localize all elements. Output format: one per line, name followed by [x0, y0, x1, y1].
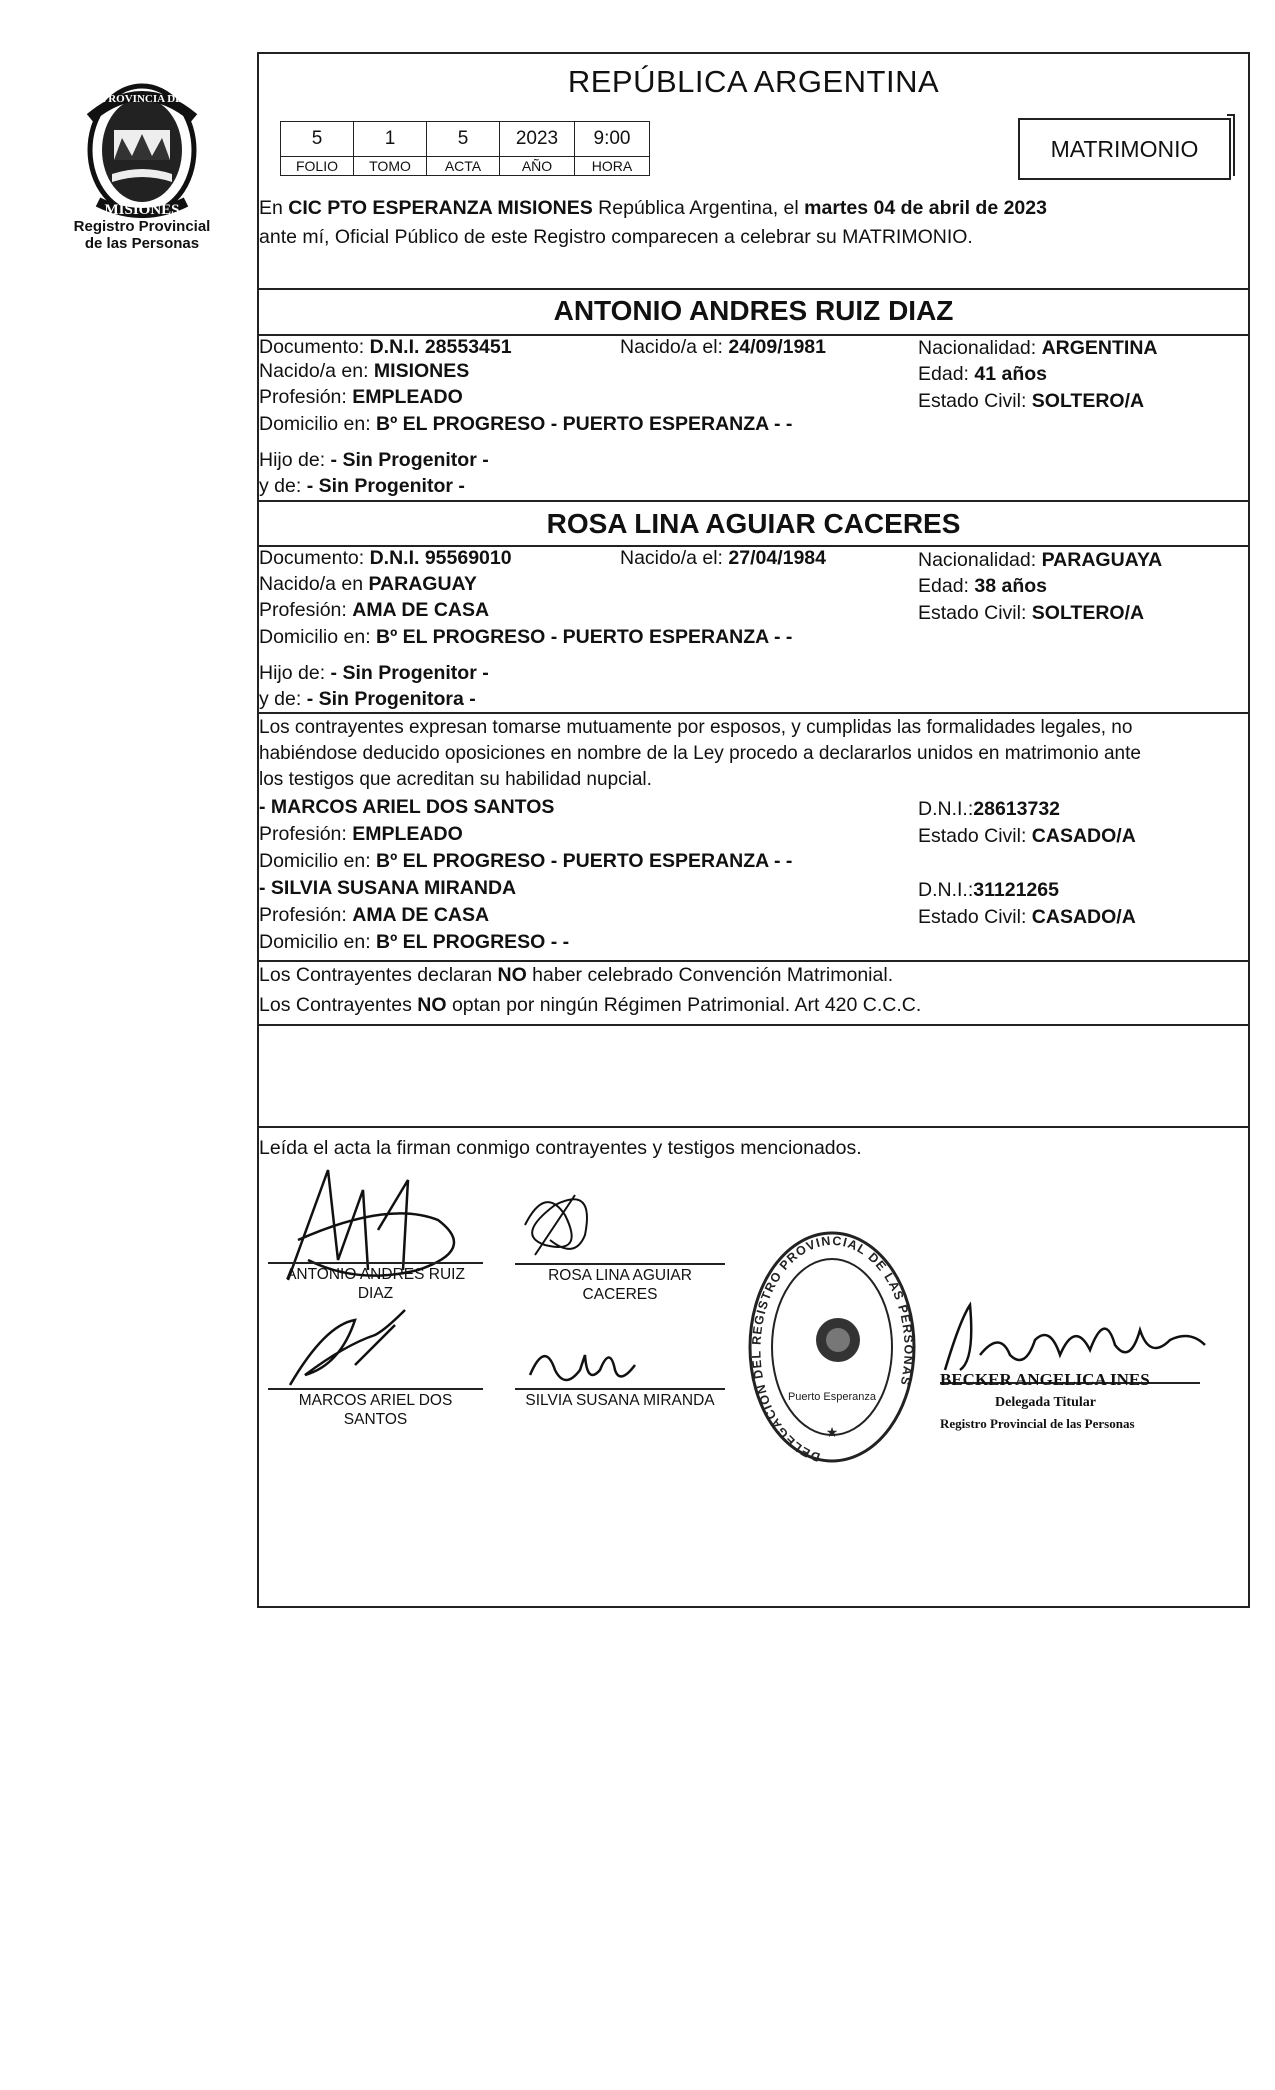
official-stamp — [745, 1225, 920, 1470]
label-line: CACERES — [582, 1286, 658, 1303]
stamp-ring-text: DELEGACION DEL REGISTRO PROVINCIAL DE LAS PERSONAS — [749, 1233, 916, 1465]
signature-line — [515, 1388, 725, 1390]
spouse2-nationality — [918, 547, 1162, 574]
label: Edad: — [918, 363, 969, 385]
label: y de: — [259, 475, 302, 497]
convention-statement — [259, 962, 893, 989]
hora-value: 9:00 — [575, 122, 650, 157]
closing-text: Leída el acta la firman conmigo contrayentes y testigos mencionados. — [259, 1137, 862, 1159]
spouse1-name: ANTONIO ANDRES RUIZ DIAZ — [553, 295, 954, 326]
registry-name-line2: de las Personas — [84, 235, 200, 252]
spouse1-parent1-value: - Sin Progenitor - — [330, 449, 489, 471]
anio-value: 2023 — [500, 122, 575, 157]
witness1-civil-value: CASADO/A — [1031, 825, 1136, 847]
spouse2-parent2 — [259, 686, 476, 713]
spouse2-age-value: 38 años — [974, 575, 1048, 597]
spouse2-name: ROSA LINA AGUIAR CACERES — [546, 508, 961, 539]
divider — [257, 1126, 1250, 1128]
intro-prefix: En — [259, 197, 283, 219]
witness1-profession-value: EMPLEADO — [352, 823, 463, 845]
spouse2-birthdate-value: 27/04/1984 — [728, 547, 827, 569]
spouse1-profession — [259, 384, 463, 411]
spouse1-doc — [259, 334, 512, 361]
officer-organization: Registro Provincial de las Personas — [940, 1416, 1135, 1431]
spouse2-address — [259, 624, 792, 651]
spouse1-nationality — [918, 335, 1158, 362]
label-line: SILVIA SUSANA MIRANDA — [525, 1392, 715, 1409]
spouse1-civil-status — [918, 388, 1144, 415]
declaration-line2: habiéndose deducido oposiciones en nombre de la Ley procedo a declararlos unidos en matrimonio ante — [259, 743, 1141, 764]
witness2-name: - SILVIA SUSANA MIRANDA — [259, 877, 517, 899]
label: y de: — [259, 688, 302, 710]
intro-line2: ante mí, Oficial Público de este Registro comparecen a celebrar su MATRIMONIO. — [259, 226, 973, 248]
divider — [257, 1024, 1250, 1026]
witness2-dni-value: 31121265 — [973, 879, 1059, 901]
witness1-dni — [918, 796, 1060, 823]
label: Edad: — [918, 575, 969, 597]
witness1-name: - MARCOS ARIEL DOS SANTOS — [259, 796, 555, 818]
logo-text-bottom: MISIONES — [104, 202, 180, 218]
label: Nacido/a el: — [620, 336, 723, 358]
label: Domicilio en: — [259, 931, 371, 953]
country-title: REPÚBLICA ARGENTINA — [567, 64, 940, 99]
label: Hijo de: — [259, 662, 326, 684]
spouse1-nationality-value: ARGENTINA — [1041, 337, 1158, 359]
label: Estado Civil: — [918, 390, 1027, 412]
label: Nacionalidad: — [918, 549, 1037, 571]
label: D.N.I.: — [918, 879, 974, 901]
spouse1-age-value: 41 años — [974, 363, 1048, 385]
spouse2-birthplace — [259, 571, 477, 598]
label: Domicilio en: — [259, 850, 371, 872]
spouse2-parent2-value: - Sin Progenitora - — [306, 688, 476, 710]
label: Estado Civil: — [918, 825, 1027, 847]
witness2-civil-status — [918, 904, 1136, 931]
spouse2-nationality-value: PARAGUAYA — [1041, 549, 1163, 571]
regime-text: haber celebrado Convención Matrimonial. — [532, 964, 894, 986]
spouse1-profession-value: EMPLEADO — [352, 386, 463, 408]
intro-line1 — [259, 195, 1047, 222]
regime-text: Los Contrayentes declaran — [259, 964, 493, 986]
regime-negation: NO — [417, 994, 447, 1016]
label: Estado Civil: — [918, 602, 1027, 624]
signature-spouse2 — [515, 1185, 605, 1265]
declaration-line3: los testigos que acreditan su habilidad nupcial. — [259, 769, 652, 790]
spouse1-birthdate-value: 24/09/1981 — [728, 336, 827, 358]
folio-label: FOLIO — [281, 157, 354, 176]
spouse2-parent1 — [259, 660, 489, 687]
witness2-address-value: Bº EL PROGRESO - - — [376, 931, 570, 953]
regime-text: optan por ningún Régimen Patrimonial. Art 420 C.C.C. — [451, 994, 922, 1016]
spouse2-address-value: Bº EL PROGRESO - PUERTO ESPERANZA - - — [376, 626, 793, 648]
spouse2-parent1-value: - Sin Progenitor - — [330, 662, 489, 684]
label: Nacido/a en: — [259, 360, 369, 382]
witness1-civil-status — [918, 823, 1136, 850]
acta-label: ACTA — [427, 157, 500, 176]
witness1-address-value: Bº EL PROGRESO - PUERTO ESPERANZA - - — [376, 850, 793, 872]
label: Nacido/a en — [259, 573, 364, 595]
label: Documento: — [259, 336, 365, 358]
spouse1-parent2-value: - Sin Progenitor - — [306, 475, 465, 497]
signature-label-spouse2 — [515, 1266, 725, 1304]
regime-text: Los Contrayentes — [259, 994, 412, 1016]
registry-name-line1: Registro Provincial — [73, 218, 211, 235]
regime-negation: NO — [497, 964, 527, 986]
spouse1-address-value: Bº EL PROGRESO - PUERTO ESPERANZA - - — [376, 413, 793, 435]
spouse2-profession — [259, 597, 489, 624]
witness2-profession-value: AMA DE CASA — [352, 904, 490, 926]
label: Nacionalidad: — [918, 337, 1037, 359]
spouse1-address — [259, 411, 792, 438]
tomo-label: TOMO — [354, 157, 427, 176]
acta-value: 5 — [427, 122, 500, 157]
act-type-box — [1018, 118, 1231, 180]
signature-line — [268, 1262, 483, 1264]
spouse1-doc-value: D.N.I. 28553451 — [369, 336, 512, 358]
label-line: ROSA LINA AGUIAR — [548, 1267, 692, 1284]
regime-statement — [259, 992, 921, 1019]
registry-coat-of-arms — [62, 78, 222, 218]
witness2-address — [259, 929, 569, 956]
label-line: SANTOS — [343, 1411, 408, 1428]
spouse2-doc — [259, 545, 512, 572]
registry-name — [62, 218, 222, 252]
spouse2-age — [918, 573, 1047, 600]
label: Hijo de: — [259, 449, 326, 471]
hora-label: HORA — [575, 157, 650, 176]
label: Profesión: — [259, 386, 347, 408]
spouse2-civil-value: SOLTERO/A — [1031, 602, 1145, 624]
spouse1-birthplace — [259, 358, 469, 385]
spouse2-doc-value: D.N.I. 95569010 — [369, 547, 512, 569]
spouse1-civil-value: SOLTERO/A — [1031, 390, 1145, 412]
label-line: ANTONIO ANDRES RUIZ — [286, 1266, 465, 1283]
label: Profesión: — [259, 904, 347, 926]
witness2-profession — [259, 902, 489, 929]
signature-line — [268, 1388, 483, 1390]
officer-title: Delegada Titular — [995, 1395, 1096, 1410]
spouse1-age — [918, 361, 1047, 388]
label: Profesión: — [259, 823, 347, 845]
signature-label-witness2 — [515, 1391, 725, 1410]
act-type: MATRIMONIO — [1050, 135, 1199, 162]
label: Domicilio en: — [259, 413, 371, 435]
label: Estado Civil: — [918, 906, 1027, 928]
label: Domicilio en: — [259, 626, 371, 648]
stamp-center-text: Puerto Esperanza — [787, 1391, 877, 1403]
tomo-value: 1 — [354, 122, 427, 157]
label-line: MARCOS ARIEL DOS — [298, 1392, 453, 1409]
officer-name: BECKER ANGELICA INES — [940, 1370, 1150, 1389]
divider — [257, 288, 1250, 290]
label: Profesión: — [259, 599, 347, 621]
intro-date: martes 04 de abril de 2023 — [804, 197, 1047, 219]
label: D.N.I.: — [918, 798, 974, 820]
intro-middle: República Argentina, el — [598, 197, 799, 219]
record-meta-table — [280, 121, 650, 176]
spouse1-birthdate — [620, 334, 826, 361]
declaration-line1: Los contrayentes expresan tomarse mutuamente por esposos, y cumplidas las formalidades legales, no — [259, 717, 1133, 738]
signature-line — [515, 1263, 725, 1265]
label-line: DIAZ — [357, 1285, 394, 1302]
intro-place: CIC PTO ESPERANZA MISIONES — [288, 197, 593, 219]
witness1-dni-value: 28613732 — [973, 798, 1061, 820]
svg-text:★: ★ — [825, 1424, 839, 1440]
label: Nacido/a el: — [620, 547, 723, 569]
spouse2-civil-status — [918, 600, 1144, 627]
signature-witness1 — [285, 1305, 435, 1390]
spouse1-parent1 — [259, 447, 489, 474]
folio-value: 5 — [281, 122, 354, 157]
witness1-address — [259, 848, 792, 875]
witness2-dni — [918, 877, 1059, 904]
spouse1-birthplace-value: MISIONES — [373, 360, 470, 382]
signature-witness2 — [525, 1330, 645, 1390]
anio-label: AÑO — [500, 157, 575, 176]
divider — [257, 500, 1250, 502]
signature-label-spouse1 — [268, 1265, 483, 1303]
witness1-profession — [259, 821, 463, 848]
witness2-civil-value: CASADO/A — [1031, 906, 1136, 928]
spouse1-parent2 — [259, 473, 465, 500]
spouse2-profession-value: AMA DE CASA — [352, 599, 490, 621]
spouse2-birthdate — [620, 545, 826, 572]
signature-label-witness1 — [268, 1391, 483, 1429]
logo-text-top: PROVINCIA DE — [101, 93, 183, 105]
spouse2-birthplace-value: PARAGUAY — [368, 573, 477, 595]
label: Documento: — [259, 547, 365, 569]
